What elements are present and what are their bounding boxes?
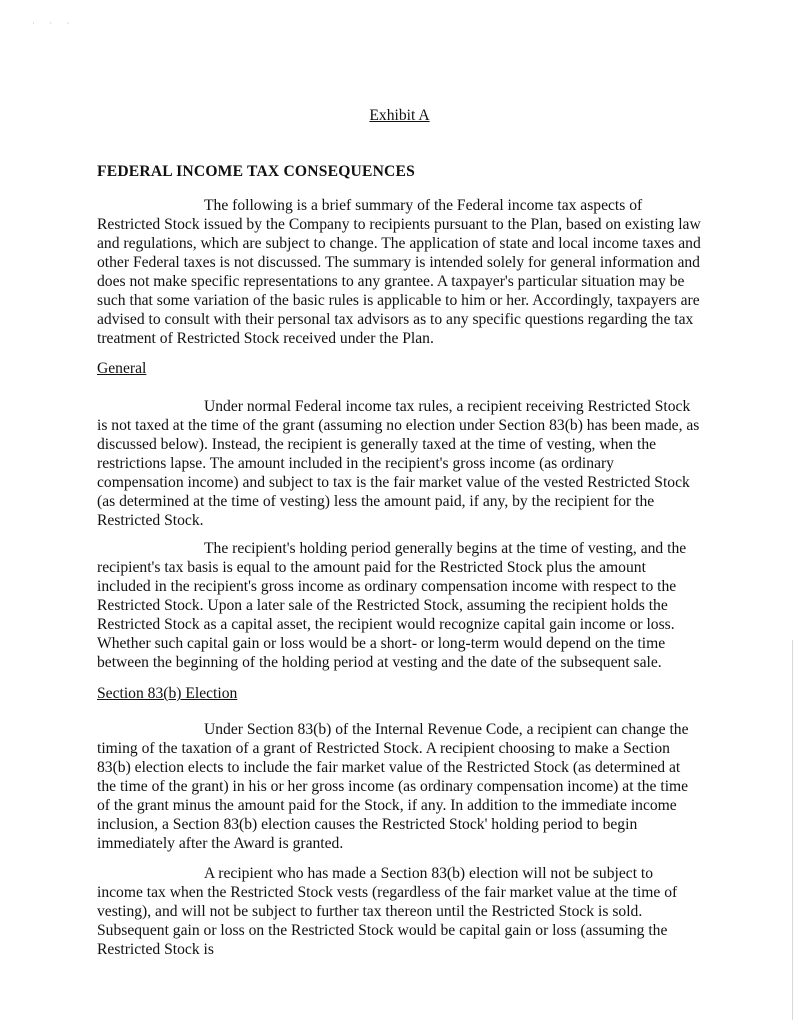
scan-artifact: · · ·: [32, 18, 76, 28]
section-heading: FEDERAL INCOME TAX CONSEQUENCES: [97, 163, 415, 180]
election-heading: Section 83(b) Election: [97, 685, 238, 702]
election-paragraph-2: A recipient who has made a Section 83(b) election will not be subject to income tax when the Restricted Stock vests (regardless of the fair market value at the time of vesting), and will not be subject to further tax thereon until the Restricted Stock is sold. Subsequent gain or loss on the Restricted Stock would be capital gain or loss (assuming the Restricted Stock is: [97, 865, 678, 958]
intro-paragraph: The following is a brief summary of the Federal income tax aspects of Restricted Stock issued by the Company to recipients pursuant to the Plan, based on existing law and regulations, which are subject to change. The application of state and local income taxes and other Federal taxes is not discussed. The summary is intended solely for general information and does not make specific representations to any grantee. A taxpayer's particular situation may be such that some variation of the basic rules is applicable to him or her. Accordingly, taxpayers are advised to consult with their personal tax advisors as to any specific questions regarding the tax treatment of Restricted Stock received under the Plan.: [97, 197, 701, 347]
general-heading: General: [97, 360, 147, 377]
general-paragraph-2: The recipient's holding period generally begins at the time of vesting, and the recipient's tax basis is equal to the amount paid for the Restricted Stock plus the amount included in the recipient's gross income as ordinary compensation income with respect to the Restricted Stock. Upon a later sale of the Restricted Stock, assuming the recipient holds the Restricted Stock as a capital asset, the recipient would recognize capital gain income or loss. Whether such capital gain or loss would be a short- or long-term would depend on the time between the beginning of the holding period at vesting and the date of the subsequent sale.: [97, 540, 687, 671]
election-paragraph-1: Under Section 83(b) of the Internal Revenue Code, a recipient can change the timing of the taxation of a grant of Restricted Stock. A recipient choosing to make a Section 83(b) election elects to include the fair market value of the Restricted Stock (as determined at the time of the grant) in his or her gross income (as ordinary compensation income) at the time of the grant minus the amount paid for the Stock, if any. In addition to the immediate income inclusion, a Section 83(b) election causes the Restricted Stock' holding period to begin immediately after the Award is granted.: [97, 721, 689, 852]
exhibit-title: Exhibit A: [369, 107, 430, 124]
scan-edge-line: [792, 640, 793, 1020]
general-paragraph-1: Under normal Federal income tax rules, a recipient receiving Restricted Stock is not taxed at the time of the grant (assuming no election under Section 83(b) has been made, as discussed below). Instead, the recipient is generally taxed at the time of vesting, when the restrictions lapse. The amount included in the recipient's gross income (as ordinary compensation income) and subject to tax is the fair market value of the vested Restricted Stock (as determined at the time of vesting) less the amount paid, if any, by the recipient for the Restricted Stock.: [97, 398, 700, 529]
